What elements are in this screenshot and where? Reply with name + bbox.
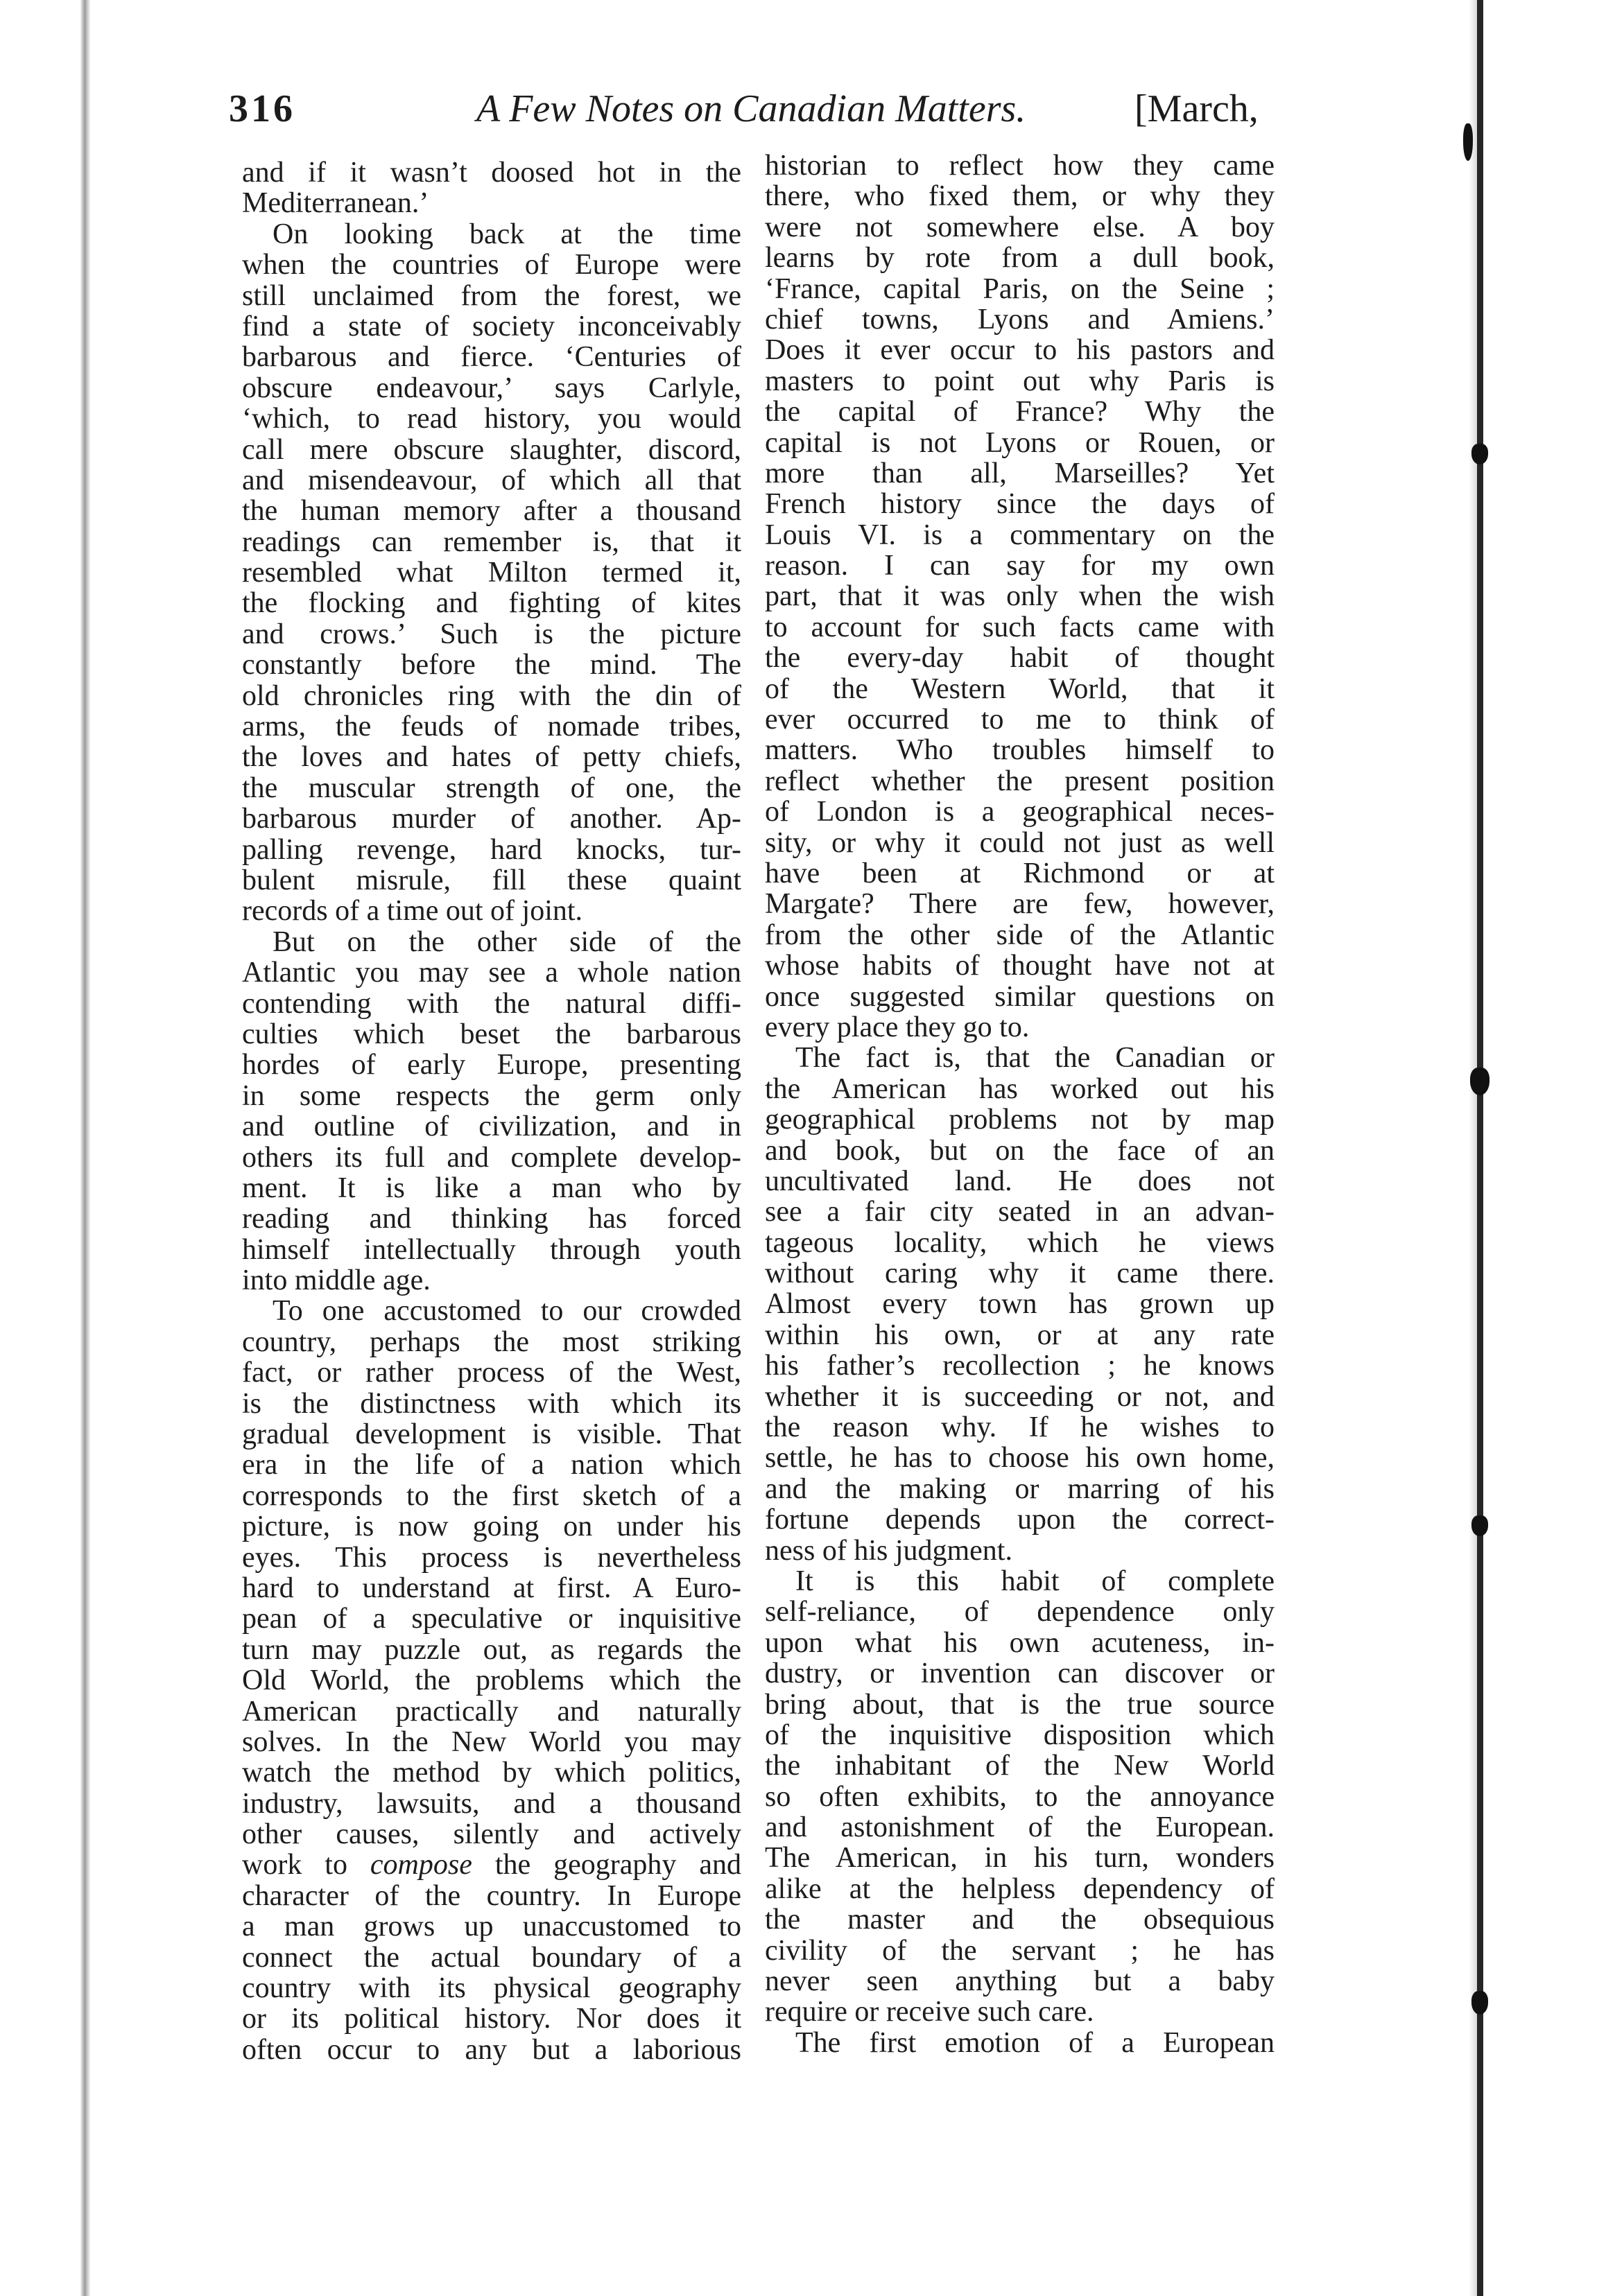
text-line: the master and the obsequious (765, 1904, 1275, 1936)
text-line: the reason why. If he wishes to (765, 1411, 1275, 1444)
text-line: obscure endeavour,’ says Carlyle, (242, 372, 741, 404)
text-line: of the inquisitive disposition which (765, 1719, 1275, 1751)
scan-mark (1471, 1991, 1488, 2015)
text-line: masters to point out why Paris is (765, 365, 1275, 397)
text-line: and book, but on the face of an (765, 1134, 1275, 1167)
italic-text: compose (370, 1849, 472, 1881)
text-line: barbarous and fierce. ‘Centuries of (242, 341, 741, 374)
text-line: watch the method by which politics, (242, 1757, 741, 1789)
text-line: still unclaimed from the forest, we (242, 279, 741, 312)
text-line: The American, in his turn, wonders (765, 1842, 1275, 1875)
left-column (242, 157, 741, 2065)
text-line: American practically and naturally (242, 1695, 741, 1728)
text-line: to account for such facts came with (765, 611, 1275, 643)
text-line: resembled what Milton termed it, (242, 557, 741, 589)
text-segment: the geography and (472, 1849, 741, 1881)
text-line: his father’s recollection ; he knows (765, 1350, 1275, 1382)
text-line: whether it is succeeding or not, and (765, 1380, 1275, 1413)
text-line: from the other side of the Atlantic (765, 919, 1275, 951)
scan-mark (1471, 1515, 1488, 1536)
text-line: sity, or why it could not just as well (765, 826, 1275, 859)
running-title: A Few Notes on Canadian Matters. (476, 87, 1026, 130)
text-line: historian to reflect how they came (765, 150, 1275, 182)
text-line: alike at the helpless dependency of (765, 1872, 1275, 1905)
text-line: matters. Who troubles himself to (765, 734, 1275, 767)
scan-edge-left (80, 0, 90, 2296)
text-line: of the Western World, that it (765, 672, 1275, 705)
text-line: never seen anything but a baby (765, 1965, 1275, 1998)
text-line: and if it wasn’t doosed hot in the (242, 157, 741, 189)
text-line: and misendeavour, of which all that (242, 464, 741, 496)
text-line: Almost every town has grown up (765, 1288, 1275, 1321)
text-line: eyes. This process is nevertheless (242, 1541, 741, 1574)
text-line: Does it ever occur to his pastors and (765, 334, 1275, 367)
text-line: part, that it was only when the wish (765, 580, 1275, 613)
text-line: Louis VI. is a commentary on the (765, 519, 1275, 551)
text-line: capital is not Lyons or Rouen, or (765, 426, 1275, 459)
text-line: ment. It is like a man who by (242, 1172, 741, 1204)
running-head-month: [March, (1134, 87, 1259, 130)
text-line: pean of a speculative or inquisitive (242, 1603, 741, 1635)
text-line: gradual development is visible. That (242, 1418, 741, 1451)
text-line: country, perhaps the most striking (242, 1325, 741, 1358)
text-line: chief towns, Lyons and Amiens.’ (765, 303, 1275, 336)
scan-edge-right-shadow (1469, 0, 1477, 2296)
text-line: have been at Richmond or at (765, 857, 1275, 889)
text-line: every place they go to. (765, 1011, 1030, 1043)
text-line: geographical problems not by map (765, 1104, 1275, 1136)
page-number: 316 (229, 87, 295, 130)
text-line: The fact is, that the Canadian or (795, 1042, 1275, 1075)
text-line: constantly before the mind. The (242, 649, 741, 681)
text-line: so often exhibits, to the annoyance (765, 1780, 1275, 1813)
text-line (242, 1850, 741, 1880)
text-line: and crows.’ Such is the picture (242, 618, 741, 650)
text-line: there, who fixed them, or why they (765, 180, 1275, 213)
text-line: country with its physical geography (242, 1972, 741, 2005)
text-line: reflect whether the present position (765, 765, 1275, 797)
text-line: era in the life of a nation which (242, 1449, 741, 1481)
scan-mark (1471, 444, 1488, 464)
scan-mark (1470, 1068, 1490, 1095)
text-line: reason. I can say for my own (765, 550, 1275, 582)
scan-mark (1463, 123, 1473, 161)
text-line: and outline of civilization, and in (242, 1111, 741, 1143)
text-line: the loves and hates of petty chiefs, (242, 741, 741, 774)
text-line: himself intellectually through youth (242, 1233, 741, 1266)
text-line: culties which beset the barbarous (242, 1018, 741, 1050)
text-line: or its political history. Nor does it (242, 2003, 741, 2035)
text-line: ness of his judgment. (765, 1534, 1012, 1567)
text-line: learns by rote from a dull book, (765, 242, 1275, 275)
text-line: upon what his own acuteness, in- (765, 1626, 1275, 1659)
text-line: reading and thinking has forced (242, 1203, 741, 1235)
text-line: were not somewhere else. A boy (765, 211, 1275, 243)
text-line: more than all, Marseilles? Yet (765, 457, 1275, 489)
text-segment: work to (242, 1849, 370, 1881)
text-line: connect the actual boundary of a (242, 1941, 741, 1974)
text-line: readings can remember is, that it (242, 525, 741, 558)
text-line: the American has worked out his (765, 1072, 1275, 1105)
text-line: the inhabitant of the New World (765, 1750, 1275, 1782)
text-line: without caring why it came there. (765, 1258, 1275, 1290)
text-line: ‘France, capital Paris, on the Seine ; (765, 272, 1275, 305)
text-line: the capital of France? Why the (765, 396, 1275, 428)
text-line: see a fair city seated in an advan- (765, 1196, 1275, 1228)
text-line: the muscular strength of one, the (242, 772, 741, 804)
text-line: call mere obscure slaughter, discord, (242, 433, 741, 466)
text-line: corresponds to the first sketch of a (242, 1479, 741, 1512)
scan-edge-right (1477, 0, 1483, 2296)
text-line: self-reliance, of dependence only (765, 1596, 1275, 1628)
text-line: The first emotion of a European (795, 2026, 1275, 2059)
text-line: turn may puzzle out, as regards the (242, 1633, 741, 1666)
text-line: uncultivated land. He does not (765, 1165, 1275, 1197)
text-line: Mediterranean.’ (242, 187, 429, 220)
text-line: others its full and complete develop- (242, 1141, 741, 1174)
text-line: old chronicles ring with the din of (242, 679, 741, 712)
text-line: Margate? There are few, however, (765, 888, 1275, 921)
text-line: civility of the servant ; he has (765, 1934, 1275, 1967)
text-line: But on the other side of the (273, 925, 741, 958)
text-line: tageous locality, which he views (765, 1226, 1275, 1259)
text-line: Old World, the problems which the (242, 1664, 741, 1697)
text-line: fortune depends upon the correct- (765, 1504, 1275, 1536)
text-line: picture, is now going on under his (242, 1511, 741, 1543)
text-line: when the countries of Europe were (242, 249, 741, 281)
text-line: whose habits of thought have not at (765, 950, 1275, 982)
text-line: settle, he has to choose his own home, (765, 1442, 1275, 1475)
text-line: French history since the days of (765, 488, 1275, 521)
text-line: arms, the feuds of nomade tribes, (242, 711, 741, 743)
text-line: in some respects the germ only (242, 1079, 741, 1112)
text-line: contending with the natural diffi- (242, 987, 741, 1020)
text-line: into middle age. (242, 1264, 431, 1297)
text-line: bring about, that is the true source (765, 1688, 1275, 1721)
text-line: ever occurred to me to think of (765, 704, 1275, 736)
text-line: palling revenge, hard knocks, tur- (242, 833, 741, 866)
text-line: require or receive such care. (765, 1996, 1094, 2028)
text-line: of London is a geographical neces- (765, 796, 1275, 828)
text-line: hordes of early Europe, presenting (242, 1049, 741, 1081)
text-line: hard to understand at first. A Euro- (242, 1572, 741, 1604)
text-line: It is this habit of complete (795, 1565, 1275, 1597)
text-line: To one accustomed to our crowded (273, 1295, 741, 1328)
text-line: fact, or rather process of the West, (242, 1357, 741, 1389)
text-line: solves. In the New World you may (242, 1725, 741, 1758)
text-line: Atlantic you may see a whole nation (242, 957, 741, 989)
text-line: a man grows up unaccustomed to (242, 1911, 741, 1943)
text-line: the human memory after a thousand (242, 495, 741, 528)
text-line: and the making or marring of his (765, 1472, 1275, 1505)
text-line: and astonishment of the European. (765, 1811, 1275, 1844)
text-line: the every-day habit of thought (765, 642, 1275, 675)
text-line: barbarous murder of another. Ap- (242, 803, 741, 835)
text-line: dustry, or invention can discover or (765, 1658, 1275, 1690)
text-line: the flocking and fighting of kites (242, 587, 741, 620)
text-line: On looking back at the time (273, 218, 741, 250)
text-line: ‘which, to read history, you would (242, 403, 741, 435)
text-line: other causes, silently and actively (242, 1818, 741, 1851)
text-line: often occur to any but a laborious (242, 2033, 741, 2066)
text-line: bulent misrule, fill these quaint (242, 864, 741, 896)
text-line: character of the country. In Europe (242, 1879, 741, 1912)
text-line: industry, lawsuits, and a thousand (242, 1787, 741, 1820)
text-line: is the distinctness with which its (242, 1387, 741, 1420)
right-column (765, 150, 1275, 2058)
text-line: find a state of society inconceivably (242, 310, 741, 342)
text-line: within his own, or at any rate (765, 1319, 1275, 1351)
text-line: once suggested similar questions on (765, 980, 1275, 1013)
text-line: records of a time out of joint. (242, 895, 583, 928)
